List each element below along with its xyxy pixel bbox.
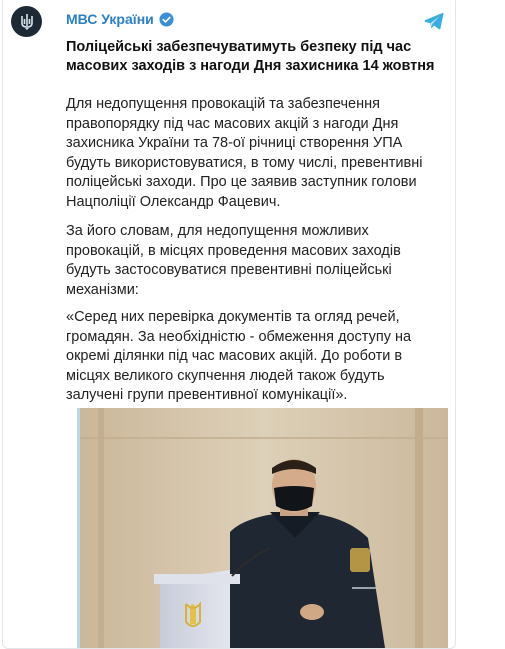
- channel-name[interactable]: МВС України: [66, 11, 154, 27]
- post-headline: Поліцейські забезпечуватимуть безпеку під час масових заходів з нагоди Дня захисника 14 жовтня: [66, 39, 435, 74]
- post-paragraph-2: За його словам, для недопущення можливих провокацій, в місцях проведення масових заходів будуть застосовуватися превентивні поліцейські механізми:: [66, 223, 401, 298]
- post-card: [2, 0, 456, 649]
- post-paragraph-3: «Серед них перевірка документів та огляд речей, громадян. За необхідністю - обмеження доступу на окремі ділянки під час масових акцій. До роботи в місцях великого скупчення людей також будуть залучені групи превентивної комунікації».: [66, 309, 412, 403]
- post-paragraph-1: Для недопущення провокацій та забезпечення правопорядку під час масових акцій з нагоди Дня захисника України та 78-ої річниці створення УПА будуть використовуватися, в тому числі, превентивні поліцейські заходи. Про це заявив заступник голови Нацполіції Олександр Фацевич.: [66, 96, 423, 210]
- verified-badge-icon: [159, 12, 174, 27]
- post-photo[interactable]: [77, 408, 448, 648]
- trident-emblem-icon: [16, 11, 38, 33]
- officer-at-podium-photo: [80, 408, 448, 648]
- channel-header: [66, 11, 174, 27]
- telegram-icon[interactable]: [423, 10, 445, 32]
- channel-avatar[interactable]: [11, 6, 42, 37]
